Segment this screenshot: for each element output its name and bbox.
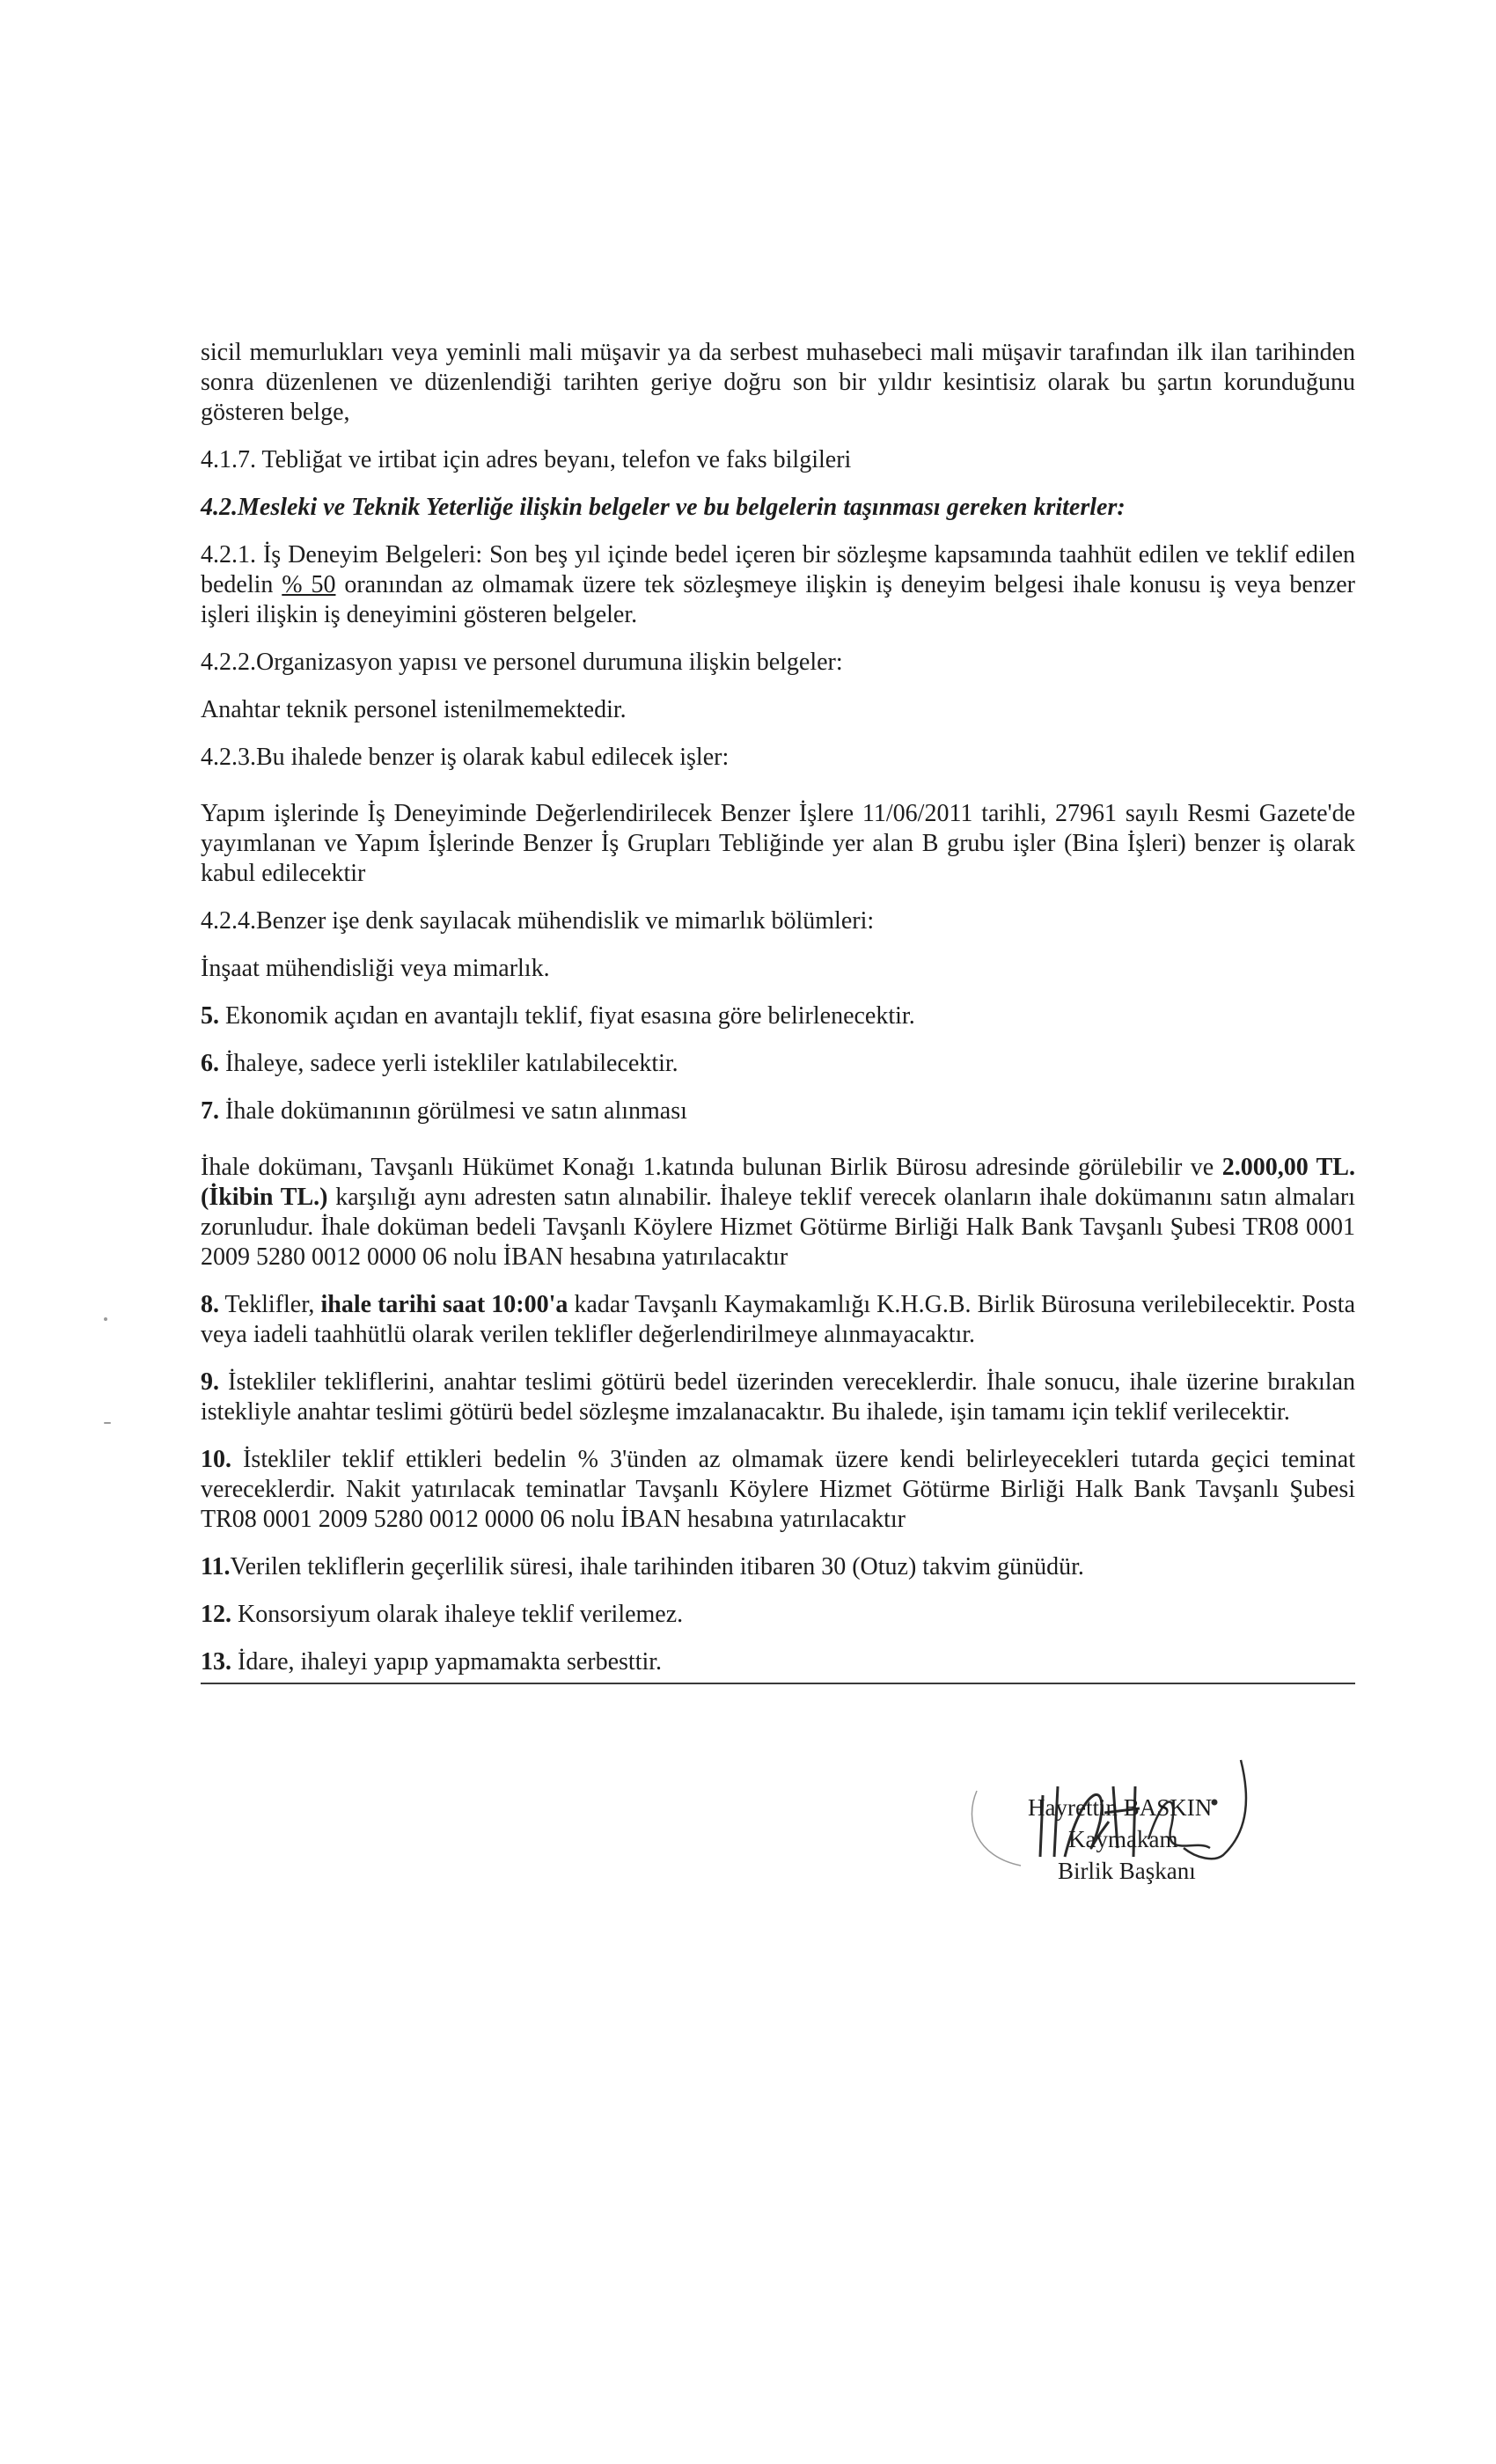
section-12-text: Konsorsiyum olarak ihaleye teklif verilemez.: [231, 1601, 684, 1628]
section-7: [201, 1096, 1355, 1126]
section-8-number: 8.: [201, 1291, 219, 1318]
item-4-2-2: 4.2.2.Organizasyon yapısı ve personel durumuna ilişkin belgeler:: [201, 649, 843, 676]
section-10-text: İstekliler teklif ettikleri bedelin % 3'ünden az olmamak üzere kendi belirleyecekleri tutarda geçici teminat vereceklerdir. Nakit yatırılacak teminatlar Tavşanlı Köylere Hizmet Götürme Birliği Halk Bank Tavşanlı Şubesi TR08 0001 2009 5280 0012 0000 06 nolu İBAN hesabına yatırılacaktır: [201, 1446, 1355, 1533]
section-13: [201, 1647, 1355, 1684]
item-4-1-7: 4.1.7. Tebliğat ve irtibat için adres beyanı, telefon ve faks bilgileri: [201, 446, 852, 473]
signature-block: [959, 1725, 1294, 1901]
signatory-role: Birlik Başkanı: [1058, 1858, 1196, 1884]
signatory-title: Kaymakam: [1068, 1826, 1178, 1852]
section-12: [201, 1600, 1355, 1630]
signatory-name: Hayrettin BASKIN: [1028, 1794, 1213, 1821]
item-4-2-3: 4.2.3.Bu ihalede benzer iş olarak kabul edilecek işler:: [201, 744, 730, 771]
item-4-2-2-detail: Anahtar teknik personel istenilmemektedir.: [201, 696, 627, 723]
section-5: [201, 1001, 1355, 1031]
item-4-2-4-detail: İnşaat mühendisliği veya mimarlık.: [201, 955, 550, 982]
section-11-text: Verilen tekliflerin geçerlilik süresi, ihale tarihinden itibaren 30 (Otuz) takvim günüdür.: [230, 1553, 1084, 1580]
section-7-detail: [201, 1153, 1355, 1272]
section-13-text: İdare, ihaleyi yapıp yapmamakta serbesttir.: [231, 1648, 663, 1676]
section-7-detail-b: karşılığı aynı adresten satın alınabilir. İhaleye teklif verecek olanların ihale dokümanını satın almaları zorunludur. İhale doküman bedeli Tavşanlı Köylere Hizmet Götürme Birliği Halk Bank Tavşanlı Şubesi TR08 0001 2009 5280 0012 0000 06 nolu İBAN hesabına yatırılacaktır: [201, 1184, 1355, 1271]
section-7-text: İhale dokümanının görülmesi ve satın alınması: [219, 1097, 687, 1125]
item-4-2-1-text-b: oranından az olmamak üzere tek sözleşmeye ilişkin iş deneyim belgesi ihale konusu iş veya benzer işleri ilişkin iş deneyimini gösteren belgeler.: [201, 571, 1356, 628]
section-8-text-b: kadar Tavşanlı Kaymakamlığı K.H.G.B. Birlik Bürosuna verilebilecektir. Posta veya iadeli taahhütlü olarak verilen teklifler değerlendirilmeye alınmayacaktır.: [201, 1291, 1355, 1348]
section-6-text: İhaleye, sadece yerli istekliler katılabilecektir.: [219, 1050, 678, 1077]
section-10-number: 10.: [201, 1446, 231, 1473]
section-13-number: 13.: [201, 1648, 231, 1676]
item-4-2-1-percent: % 50: [282, 571, 336, 598]
item-4-2-4: 4.2.4.Benzer işe denk sayılacak mühendislik ve mimarlık bölümleri:: [201, 907, 875, 935]
heading-4-2: 4.2.Mesleki ve Teknik Yeterliğe ilişkin belgeler ve bu belgelerin taşınması gereken kriterler:: [201, 494, 1126, 521]
section-9-text: İstekliler tekliflerini, anahtar teslimi götürü bedel üzerinden vereceklerdir. İhale sonucu, ihale üzerine bırakılan istekliyle anahtar teslimi götürü bedel sözleşme imzalanacaktır. Bu ihalede, işin tamamı için teklif verilecektir.: [201, 1368, 1355, 1426]
item-4-2-1: [201, 540, 1355, 630]
scan-speck: [104, 1422, 111, 1424]
section-5-number: 5.: [201, 1002, 219, 1030]
section-6-number: 6.: [201, 1050, 219, 1077]
section-9-number: 9.: [201, 1368, 219, 1396]
document-body: [201, 338, 1355, 1684]
item-4-2-3-detail: Yapım işlerinde İş Deneyiminde Değerlendirilecek Benzer İşlere 11/06/2011 tarihli, 27961 sayılı Resmi Gazete'de yayımlanan ve Yapım İşlerinde Benzer İş Grupları Tebliğinde yer alan B grubu işler (Bina İşleri) benzer iş olarak kabul edilecektir: [201, 800, 1355, 887]
section-11-number: 11.: [201, 1553, 231, 1580]
section-8-text-a: Teklifler,: [219, 1291, 321, 1318]
section-7-detail-a: İhale dokümanı, Tavşanlı Hükümet Konağı 1.katında bulunan Birlik Bürosu adresinde görülebilir ve: [201, 1154, 1222, 1181]
section-8: [201, 1290, 1355, 1350]
section-6: [201, 1049, 1355, 1079]
section-8-deadline: ihale tarihi saat 10:00'a: [320, 1291, 568, 1318]
section-10: [201, 1445, 1355, 1535]
section-7-number: 7.: [201, 1097, 219, 1125]
section-7-amount: 2.000,00 TL. (İkibin TL.): [201, 1154, 1355, 1211]
section-9: [201, 1368, 1355, 1427]
section-11: [201, 1552, 1355, 1582]
section-5-text: Ekonomik açıdan en avantajlı teklif, fiyat esasına göre belirlenecektir.: [219, 1002, 915, 1030]
paragraph-sicil: sicil memurlukları veya yeminli mali müşavir ya da serbest muhasebeci mali müşavir tarafından ilk ilan tarihinden sonra düzenlenen ve düzenlendiği tarihten geriye doğru son bir yıldır kesintisiz olarak bu şartın korunduğunu gösteren belge,: [201, 339, 1355, 426]
scan-speck: [104, 1317, 107, 1321]
section-12-number: 12.: [201, 1601, 231, 1628]
item-4-2-1-text-a: 4.2.1. İş Deneyim Belgeleri: Son beş yıl içinde bedel içeren bir sözleşme kapsamında taahhüt edilen ve teklif edilen bedelin: [201, 541, 1355, 598]
